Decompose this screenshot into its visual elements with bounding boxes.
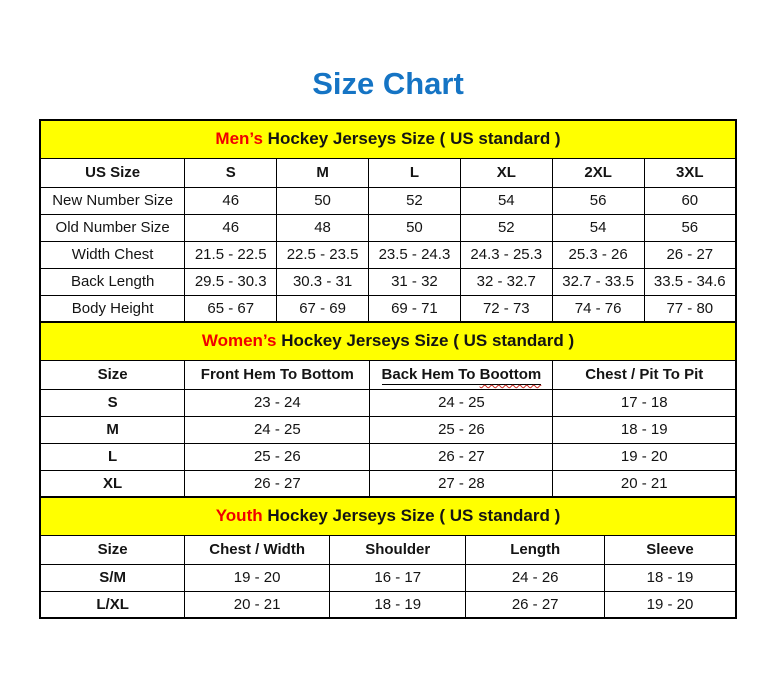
size-value-cell: 23 - 24 (185, 389, 370, 416)
section-title-accent: Youth (215, 506, 263, 526)
misspelled-word: Boottom (479, 366, 542, 383)
size-value-cell: 60 (644, 187, 736, 214)
size-value-cell: 19 - 20 (185, 564, 330, 591)
size-value-cell: 46 (185, 187, 277, 214)
row-label-cell: XL (40, 470, 185, 497)
youth-band-row (40, 497, 736, 535)
column-header-cell: US Size (40, 158, 185, 187)
womens-header-row (40, 360, 736, 389)
size-value-cell: 31 - 32 (369, 268, 461, 295)
size-value-cell: 65 - 67 (185, 295, 277, 322)
size-value-cell: 54 (460, 187, 552, 214)
section-title-rest: Hockey Jerseys Size ( US standard ) (276, 331, 575, 351)
underlined-header-text: Back Hem To Boottom (381, 366, 542, 383)
mens-data-row (40, 241, 736, 268)
womens-data-row (40, 416, 736, 443)
section-title-accent: Women’s (201, 331, 277, 351)
youth-size-table (39, 496, 737, 619)
womens-data-row (40, 443, 736, 470)
column-header-cell: L (369, 158, 461, 187)
section-title-accent: Men’s (215, 129, 263, 149)
section-title-rest: Hockey Jerseys Size ( US standard ) (262, 506, 561, 526)
section-title-rest: Hockey Jerseys Size ( US standard ) (262, 129, 561, 149)
size-value-cell: 32.7 - 33.5 (552, 268, 644, 295)
youth-header-row (40, 535, 736, 564)
row-label-cell: Body Height (40, 295, 185, 322)
column-header-cell: M (277, 158, 369, 187)
size-value-cell: 23.5 - 24.3 (369, 241, 461, 268)
size-value-cell: 52 (369, 187, 461, 214)
youth-data-row (40, 564, 736, 591)
size-value-cell: 21.5 - 22.5 (185, 241, 277, 268)
row-label-cell: Back Length (40, 268, 185, 295)
size-value-cell: 25 - 26 (185, 443, 370, 470)
page-title: Size Chart (312, 66, 464, 101)
column-header-cell: S (185, 158, 277, 187)
mens-header-row (40, 158, 736, 187)
size-value-cell: 24 - 26 (466, 564, 605, 591)
youth-section-title (40, 497, 736, 535)
column-header-cell: Size (40, 360, 185, 389)
size-value-cell: 50 (369, 214, 461, 241)
womens-section-title (40, 322, 736, 360)
size-value-cell: 19 - 20 (604, 591, 736, 618)
column-header-cell: Shoulder (330, 535, 466, 564)
size-value-cell: 56 (644, 214, 736, 241)
size-value-cell: 69 - 71 (369, 295, 461, 322)
womens-data-row (40, 389, 736, 416)
row-label-cell: New Number Size (40, 187, 185, 214)
size-value-cell: 25.3 - 26 (552, 241, 644, 268)
size-value-cell: 30.3 - 31 (277, 268, 369, 295)
size-value-cell: 18 - 19 (330, 591, 466, 618)
column-header-cell: 3XL (644, 158, 736, 187)
size-value-cell: 16 - 17 (330, 564, 466, 591)
row-label-cell: Old Number Size (40, 214, 185, 241)
size-value-cell: 72 - 73 (460, 295, 552, 322)
size-value-cell: 19 - 20 (553, 443, 736, 470)
size-value-cell: 48 (277, 214, 369, 241)
size-value-cell: 18 - 19 (604, 564, 736, 591)
size-value-cell: 33.5 - 34.6 (644, 268, 736, 295)
mens-section-title (40, 120, 736, 158)
size-value-cell: 29.5 - 30.3 (185, 268, 277, 295)
size-value-cell: 26 - 27 (185, 470, 370, 497)
size-value-cell: 26 - 27 (466, 591, 605, 618)
row-label-cell: S/M (40, 564, 185, 591)
row-label-cell: L (40, 443, 185, 470)
column-header-cell: 2XL (552, 158, 644, 187)
column-header-cell: Chest / Pit To Pit (553, 360, 736, 389)
size-value-cell: 77 - 80 (644, 295, 736, 322)
size-value-cell: 24 - 25 (185, 416, 370, 443)
size-value-cell: 24 - 25 (370, 389, 553, 416)
mens-data-row (40, 214, 736, 241)
size-value-cell: 18 - 19 (553, 416, 736, 443)
womens-size-table (39, 321, 737, 498)
size-value-cell: 54 (552, 214, 644, 241)
column-header-cell: Length (466, 535, 605, 564)
column-header-cell: Front Hem To Bottom (185, 360, 370, 389)
size-tables-container (39, 119, 737, 619)
row-label-cell: S (40, 389, 185, 416)
column-header-cell: XL (460, 158, 552, 187)
size-value-cell: 74 - 76 (552, 295, 644, 322)
mens-data-row (40, 295, 736, 322)
mens-data-row (40, 268, 736, 295)
column-header-cell: Sleeve (604, 535, 736, 564)
size-value-cell: 52 (460, 214, 552, 241)
size-value-cell: 56 (552, 187, 644, 214)
size-value-cell: 26 - 27 (370, 443, 553, 470)
column-header-cell: Chest / Width (185, 535, 330, 564)
row-label-cell: L/XL (40, 591, 185, 618)
mens-band-row (40, 120, 736, 158)
size-value-cell: 46 (185, 214, 277, 241)
size-value-cell: 24.3 - 25.3 (460, 241, 552, 268)
size-value-cell: 50 (277, 187, 369, 214)
row-label-cell: Width Chest (40, 241, 185, 268)
row-label-cell: M (40, 416, 185, 443)
mens-data-row (40, 187, 736, 214)
size-value-cell: 20 - 21 (185, 591, 330, 618)
size-value-cell: 67 - 69 (277, 295, 369, 322)
size-value-cell: 25 - 26 (370, 416, 553, 443)
size-value-cell: 22.5 - 23.5 (277, 241, 369, 268)
size-value-cell: 17 - 18 (553, 389, 736, 416)
mens-size-table (39, 119, 737, 323)
size-value-cell: 26 - 27 (644, 241, 736, 268)
column-header-cell: Size (40, 535, 185, 564)
size-value-cell: 32 - 32.7 (460, 268, 552, 295)
column-header-cell (370, 360, 553, 389)
youth-data-row (40, 591, 736, 618)
womens-band-row (40, 322, 736, 360)
size-value-cell: 27 - 28 (370, 470, 553, 497)
womens-data-row (40, 470, 736, 497)
size-value-cell: 20 - 21 (553, 470, 736, 497)
